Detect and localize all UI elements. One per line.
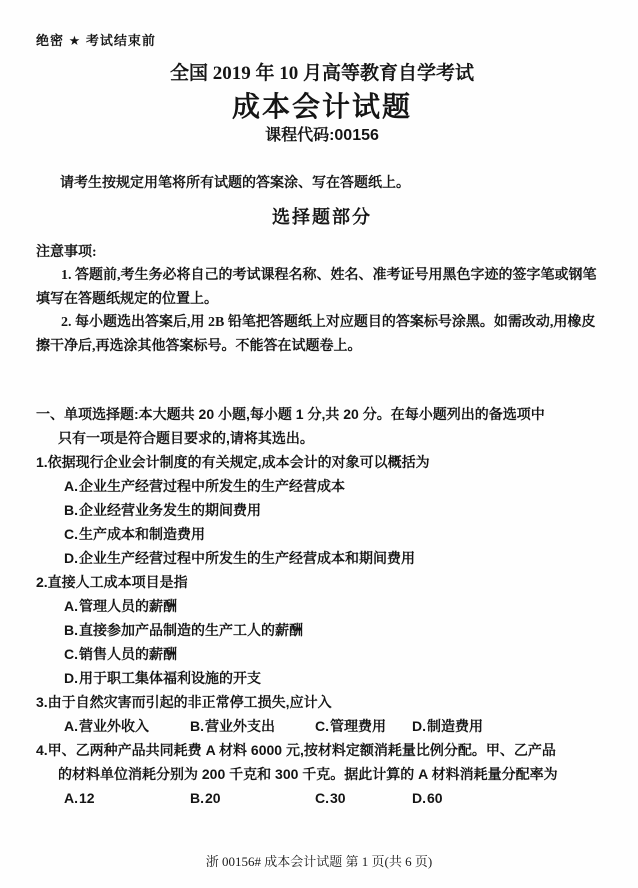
option-text: 销售人员的薪酬 (79, 646, 177, 662)
option-text: 管理费用 (330, 718, 386, 734)
option-label: D. (412, 718, 426, 734)
notes-block (36, 242, 608, 358)
notes-title: 注意事项: (36, 245, 97, 260)
option-text: 20 (205, 790, 221, 806)
part1-heading-line2: 只有一项是符合题目要求的,请将其选出。 (58, 430, 314, 446)
question-4 (36, 738, 608, 810)
question-4-options (36, 786, 608, 810)
question-4-option-a (64, 786, 190, 810)
section-title: 选择题部分 (272, 207, 372, 227)
answer-instruction: 请考生按规定用笔将所有试题的答案涂、写在答题纸上。 (60, 174, 410, 190)
part1-heading (36, 402, 608, 450)
question-4-option-c (315, 786, 412, 810)
question-1-option-c (36, 522, 608, 546)
question-1-option-d (36, 546, 608, 570)
question-3-option-d (412, 714, 483, 738)
note-item-2: 2. 每小题选出答案后,用 2B 铅笔把答题纸上对应题目的答案标号涂黑。如需改动,用橡皮擦干净后,再选涂其他答案标号。不能答在试题卷上。 (36, 315, 596, 354)
option-text: 制造费用 (427, 718, 483, 734)
question-2-stem: 2.直接人工成本项目是指 (36, 574, 188, 590)
option-text: 30 (330, 790, 346, 806)
question-1-option-b (36, 498, 608, 522)
option-label: D. (64, 670, 78, 686)
option-text: 用于职工集体福利设施的开支 (79, 670, 261, 686)
part1-heading-line1: 一、单项选择题:本大题共 20 小题,每小题 1 分,共 20 分。在每小题列出的备选项中 (36, 406, 545, 422)
question-1 (36, 450, 608, 570)
exam-title: 成本会计试题 (231, 91, 412, 122)
option-label: C. (315, 718, 329, 734)
option-text: 12 (79, 790, 95, 806)
question-2-option-a (36, 594, 608, 618)
classification-label: 绝密 ★ 考试结束前 (36, 33, 156, 48)
question-1-option-a (36, 474, 608, 498)
option-label: D. (64, 550, 78, 566)
question-4-stem-line1: 4.甲、乙两种产品共同耗费 A 材料 6000 元,按材料定额消耗量比例分配。甲、乙产品 (36, 742, 556, 758)
question-2-option-c (36, 642, 608, 666)
option-text: 管理人员的薪酬 (79, 598, 177, 614)
option-label: A. (64, 478, 78, 494)
option-label: C. (315, 790, 329, 806)
option-label: D. (412, 790, 426, 806)
question-3-option-a (64, 714, 190, 738)
option-text: 营业外收入 (79, 718, 149, 734)
question-4-stem-line2: 的材料单位消耗分别为 200 千克和 300 千克。据此计算的 A 材料消耗量分配率为 (58, 766, 558, 782)
option-text: 企业生产经营过程中所发生的生产经营成本和期间费用 (79, 550, 415, 566)
course-code: 课程代码:00156 (265, 127, 379, 144)
option-label: A. (64, 718, 78, 734)
question-4-option-b (190, 786, 315, 810)
question-3-option-c (315, 714, 412, 738)
option-text: 60 (427, 790, 443, 806)
question-3-options (36, 714, 608, 738)
option-label: A. (64, 790, 78, 806)
note-item-1: 1. 答题前,考生务必将自己的考试课程名称、姓名、准考证号用黑色字迹的签字笔或钢笔填写在答题纸规定的位置上。 (36, 268, 597, 307)
option-label: C. (64, 646, 78, 662)
option-text: 生产成本和制造费用 (79, 526, 205, 542)
option-label: B. (190, 718, 204, 734)
question-2-option-b (36, 618, 608, 642)
option-text: 直接参加产品制造的生产工人的薪酬 (79, 622, 303, 638)
option-label: C. (64, 526, 78, 542)
question-3-option-b (190, 714, 315, 738)
option-text: 企业经营业务发生的期间费用 (79, 502, 261, 518)
question-2 (36, 570, 608, 690)
option-label: B. (64, 622, 78, 638)
question-3-stem: 3.由于自然灾害而引起的非正常停工损失,应计入 (36, 694, 332, 710)
option-label: B. (64, 502, 78, 518)
question-4-option-d (412, 786, 443, 810)
option-label: A. (64, 598, 78, 614)
option-text: 营业外支出 (205, 718, 275, 734)
question-1-stem: 1.依据现行企业会计制度的有关规定,成本会计的对象可以概括为 (36, 454, 430, 470)
page-footer: 浙 00156# 成本会计试题 第 1 页(共 6 页) (205, 854, 433, 869)
option-label: B. (190, 790, 204, 806)
question-2-option-d (36, 666, 608, 690)
option-text: 企业生产经营过程中所发生的生产经营成本 (79, 478, 345, 494)
exam-session-line: 全国 2019 年 10 月高等教育自学考试 (169, 63, 474, 84)
question-3 (36, 690, 608, 738)
